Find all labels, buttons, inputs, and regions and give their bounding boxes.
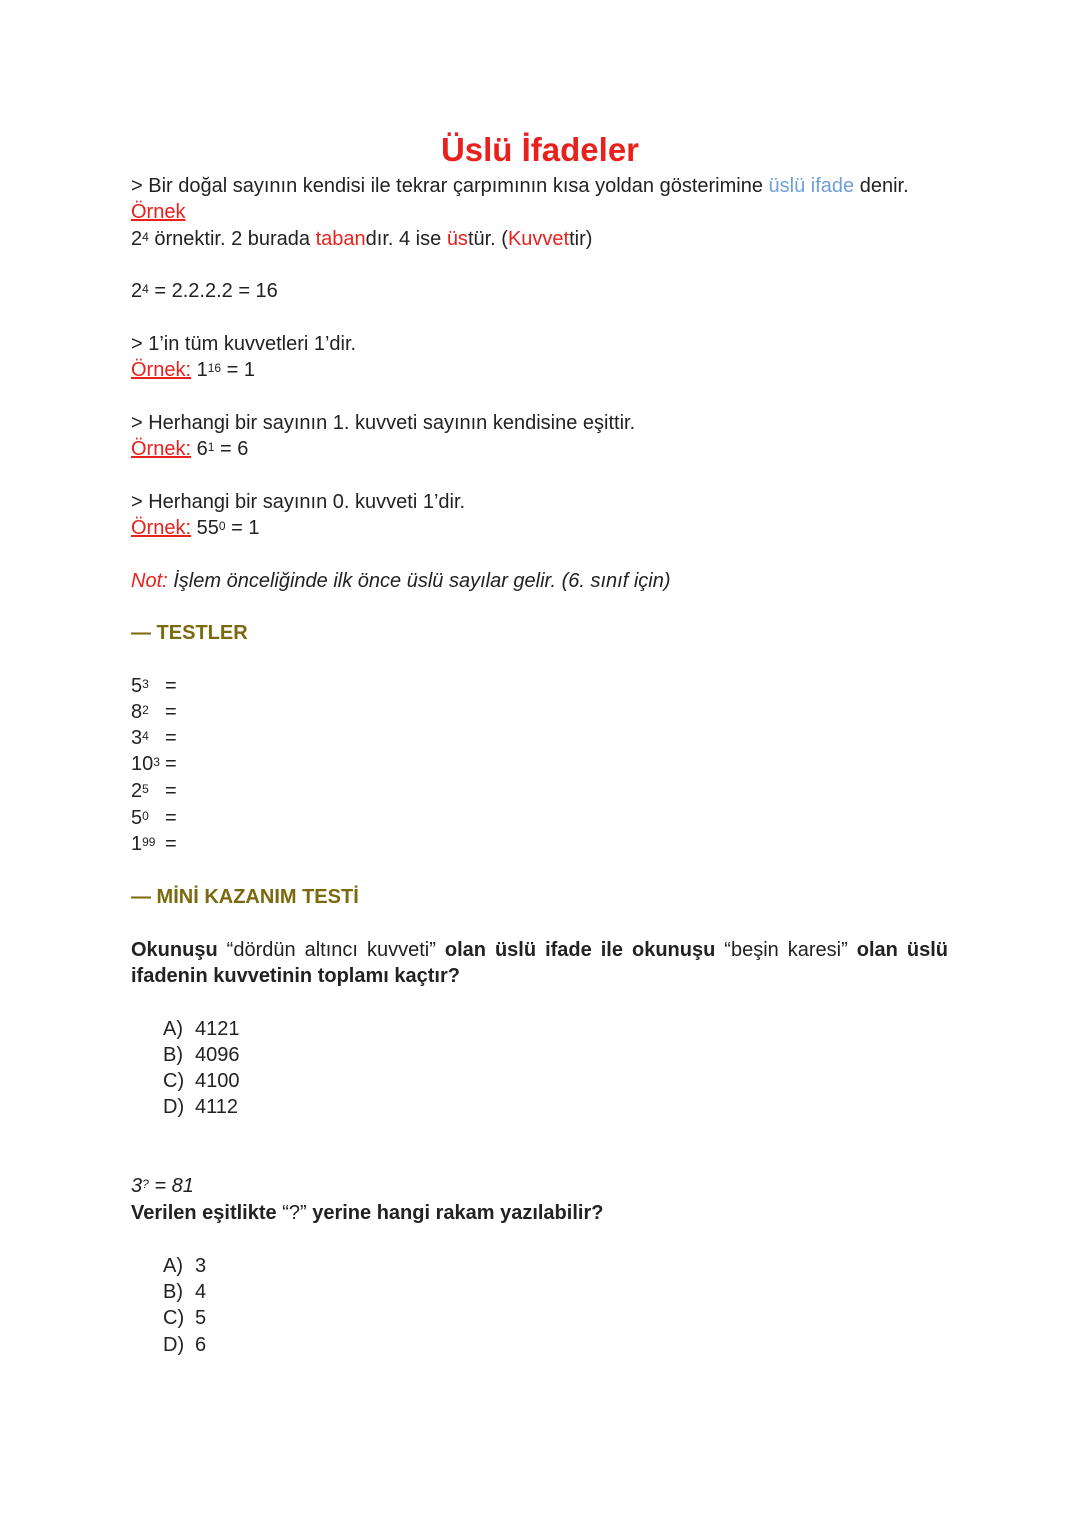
test-eq: = bbox=[165, 780, 177, 802]
example-text-2: dır. 4 ise bbox=[365, 228, 447, 250]
test-exp: 3 bbox=[153, 755, 160, 769]
test-eq: = bbox=[165, 753, 177, 775]
rule-1-example bbox=[131, 357, 255, 383]
test-row bbox=[131, 673, 177, 699]
q2-option-a[interactable] bbox=[163, 1253, 206, 1279]
test-row bbox=[131, 751, 177, 777]
q2-part: yerine hangi rakam yazılabilir? bbox=[306, 1202, 604, 1224]
rule-3-text: > Herhangi bir sayının 0. kuvveti 1’dir. bbox=[131, 491, 466, 513]
example-exp: 4 bbox=[142, 230, 149, 244]
test-eq: = bbox=[165, 675, 177, 697]
q1-part: olan üslü ifade ile okunuşu bbox=[444, 939, 716, 961]
test-row bbox=[131, 699, 177, 725]
test-base: 1 bbox=[131, 833, 143, 855]
test-row bbox=[131, 778, 177, 804]
q1-option-b[interactable] bbox=[163, 1042, 240, 1068]
rule-3-rest: = 1 bbox=[225, 517, 260, 539]
term-kuvvet: Kuvvet bbox=[507, 228, 570, 250]
q2-eq-rest: = 81 bbox=[148, 1175, 194, 1197]
term-us: üs bbox=[446, 228, 468, 250]
rule-1-base: 1 bbox=[191, 359, 208, 381]
expansion-base: 2 bbox=[131, 280, 143, 302]
mini-test-heading: — MİNİ KAZANIM TESTİ bbox=[131, 886, 359, 908]
definition-line bbox=[131, 173, 909, 199]
example-text-3: tür. ( bbox=[467, 228, 508, 250]
note-text: İşlem önceliğinde ilk önce üslü sayılar gelir. (6. sınıf için) bbox=[167, 570, 671, 592]
example-label: Örnek bbox=[131, 201, 186, 223]
test-row bbox=[131, 725, 177, 751]
question-2-equation bbox=[131, 1173, 194, 1199]
rule-2-example-label: Örnek: bbox=[131, 438, 192, 460]
rule-3-exp: 0 bbox=[218, 519, 226, 533]
rule-1-exp: 16 bbox=[207, 361, 222, 375]
option-letter: B) bbox=[163, 1044, 183, 1066]
rule-1-example-label: Örnek: bbox=[131, 359, 192, 381]
q2-part: “?” bbox=[282, 1202, 307, 1224]
option-value: 5 bbox=[195, 1307, 207, 1329]
expansion-exp: 4 bbox=[142, 282, 149, 296]
test-eq: = bbox=[165, 701, 177, 723]
rule-3-base: 55 bbox=[191, 517, 219, 539]
option-letter: A) bbox=[163, 1018, 183, 1040]
option-letter: B) bbox=[163, 1281, 183, 1303]
test-eq: = bbox=[165, 807, 177, 829]
definition-text: > Bir doğal sayının kendisi ile tekrar çarpımının kısa yoldan gösterimine bbox=[131, 175, 769, 197]
q2-eq-exp: ? bbox=[142, 1177, 149, 1191]
q1-part: “dördün altıncı kuvveti” bbox=[217, 939, 445, 961]
test-base: 3 bbox=[131, 727, 143, 749]
test-row bbox=[131, 805, 177, 831]
expansion-line bbox=[131, 278, 278, 304]
test-row bbox=[131, 831, 177, 857]
rule-2-exp: 1 bbox=[207, 440, 215, 454]
term-uslu-ifade: üslü ifade bbox=[768, 175, 855, 197]
term-taban: taban bbox=[315, 228, 366, 250]
q2-option-b[interactable] bbox=[163, 1279, 206, 1305]
option-value: 4121 bbox=[195, 1018, 240, 1040]
rule-2-base: 6 bbox=[191, 438, 208, 460]
option-letter: C) bbox=[163, 1307, 185, 1329]
option-letter: C) bbox=[163, 1070, 185, 1092]
option-value: 6 bbox=[195, 1334, 207, 1356]
question-2-text bbox=[131, 1200, 603, 1226]
q1-option-d[interactable] bbox=[163, 1094, 238, 1120]
example-base: 2 bbox=[131, 228, 143, 250]
option-letter: D) bbox=[163, 1334, 185, 1356]
example-text-1: örnektir. 2 burada bbox=[148, 228, 316, 250]
q2-eq-base: 3 bbox=[131, 1175, 143, 1197]
example-text-4: tir) bbox=[569, 228, 593, 250]
q1-part: olan üslü ifadenin kuvvetinin toplamı kaçtır? bbox=[131, 939, 949, 987]
note-line bbox=[131, 568, 671, 594]
option-value: 4112 bbox=[195, 1096, 239, 1118]
test-exp: 0 bbox=[142, 809, 149, 823]
q2-part: Verilen eşitlikte bbox=[131, 1202, 283, 1224]
question-1-text bbox=[131, 937, 948, 989]
q2-option-c[interactable] bbox=[163, 1305, 206, 1331]
q1-part: Okunuşu bbox=[131, 939, 218, 961]
q1-option-a[interactable] bbox=[163, 1016, 240, 1042]
test-exp: 2 bbox=[142, 703, 149, 717]
test-base: 8 bbox=[131, 701, 143, 723]
option-value: 4 bbox=[195, 1281, 207, 1303]
test-base: 5 bbox=[131, 675, 143, 697]
rule-3-example-label: Örnek: bbox=[131, 517, 192, 539]
rule-1-rest: = 1 bbox=[221, 359, 255, 381]
option-value: 3 bbox=[195, 1255, 207, 1277]
test-exp: 3 bbox=[142, 677, 149, 691]
page-title: Üslü İfadeler bbox=[440, 131, 640, 168]
q2-option-d[interactable] bbox=[163, 1332, 206, 1358]
q1-part: “beşin karesi” bbox=[715, 939, 857, 961]
note-label: Not: bbox=[131, 570, 168, 592]
option-value: 4096 bbox=[195, 1044, 240, 1066]
option-letter: D) bbox=[163, 1096, 185, 1118]
test-exp: 99 bbox=[142, 835, 156, 849]
test-base: 5 bbox=[131, 807, 143, 829]
test-exp: 4 bbox=[142, 729, 149, 743]
rule-2-example bbox=[131, 436, 248, 462]
test-base: 2 bbox=[131, 780, 143, 802]
example-line bbox=[131, 226, 592, 252]
test-base: 10 bbox=[131, 753, 154, 775]
q1-option-c[interactable] bbox=[163, 1068, 240, 1094]
test-eq: = bbox=[165, 727, 177, 749]
rule-1-text: > 1’in tüm kuvvetleri 1’dir. bbox=[131, 333, 357, 355]
expansion-rest: = 2.2.2.2 = 16 bbox=[148, 280, 278, 302]
option-value: 4100 bbox=[195, 1070, 240, 1092]
rule-2-text: > Herhangi bir sayının 1. kuvveti sayının kendisine eşittir. bbox=[131, 412, 636, 434]
rule-3-example bbox=[131, 515, 259, 541]
option-letter: A) bbox=[163, 1255, 183, 1277]
tests-heading: — TESTLER bbox=[131, 622, 248, 644]
test-eq: = bbox=[165, 833, 177, 855]
definition-suffix: denir. bbox=[854, 175, 909, 197]
rule-2-rest: = 6 bbox=[214, 438, 249, 460]
test-exp: 5 bbox=[142, 782, 149, 796]
